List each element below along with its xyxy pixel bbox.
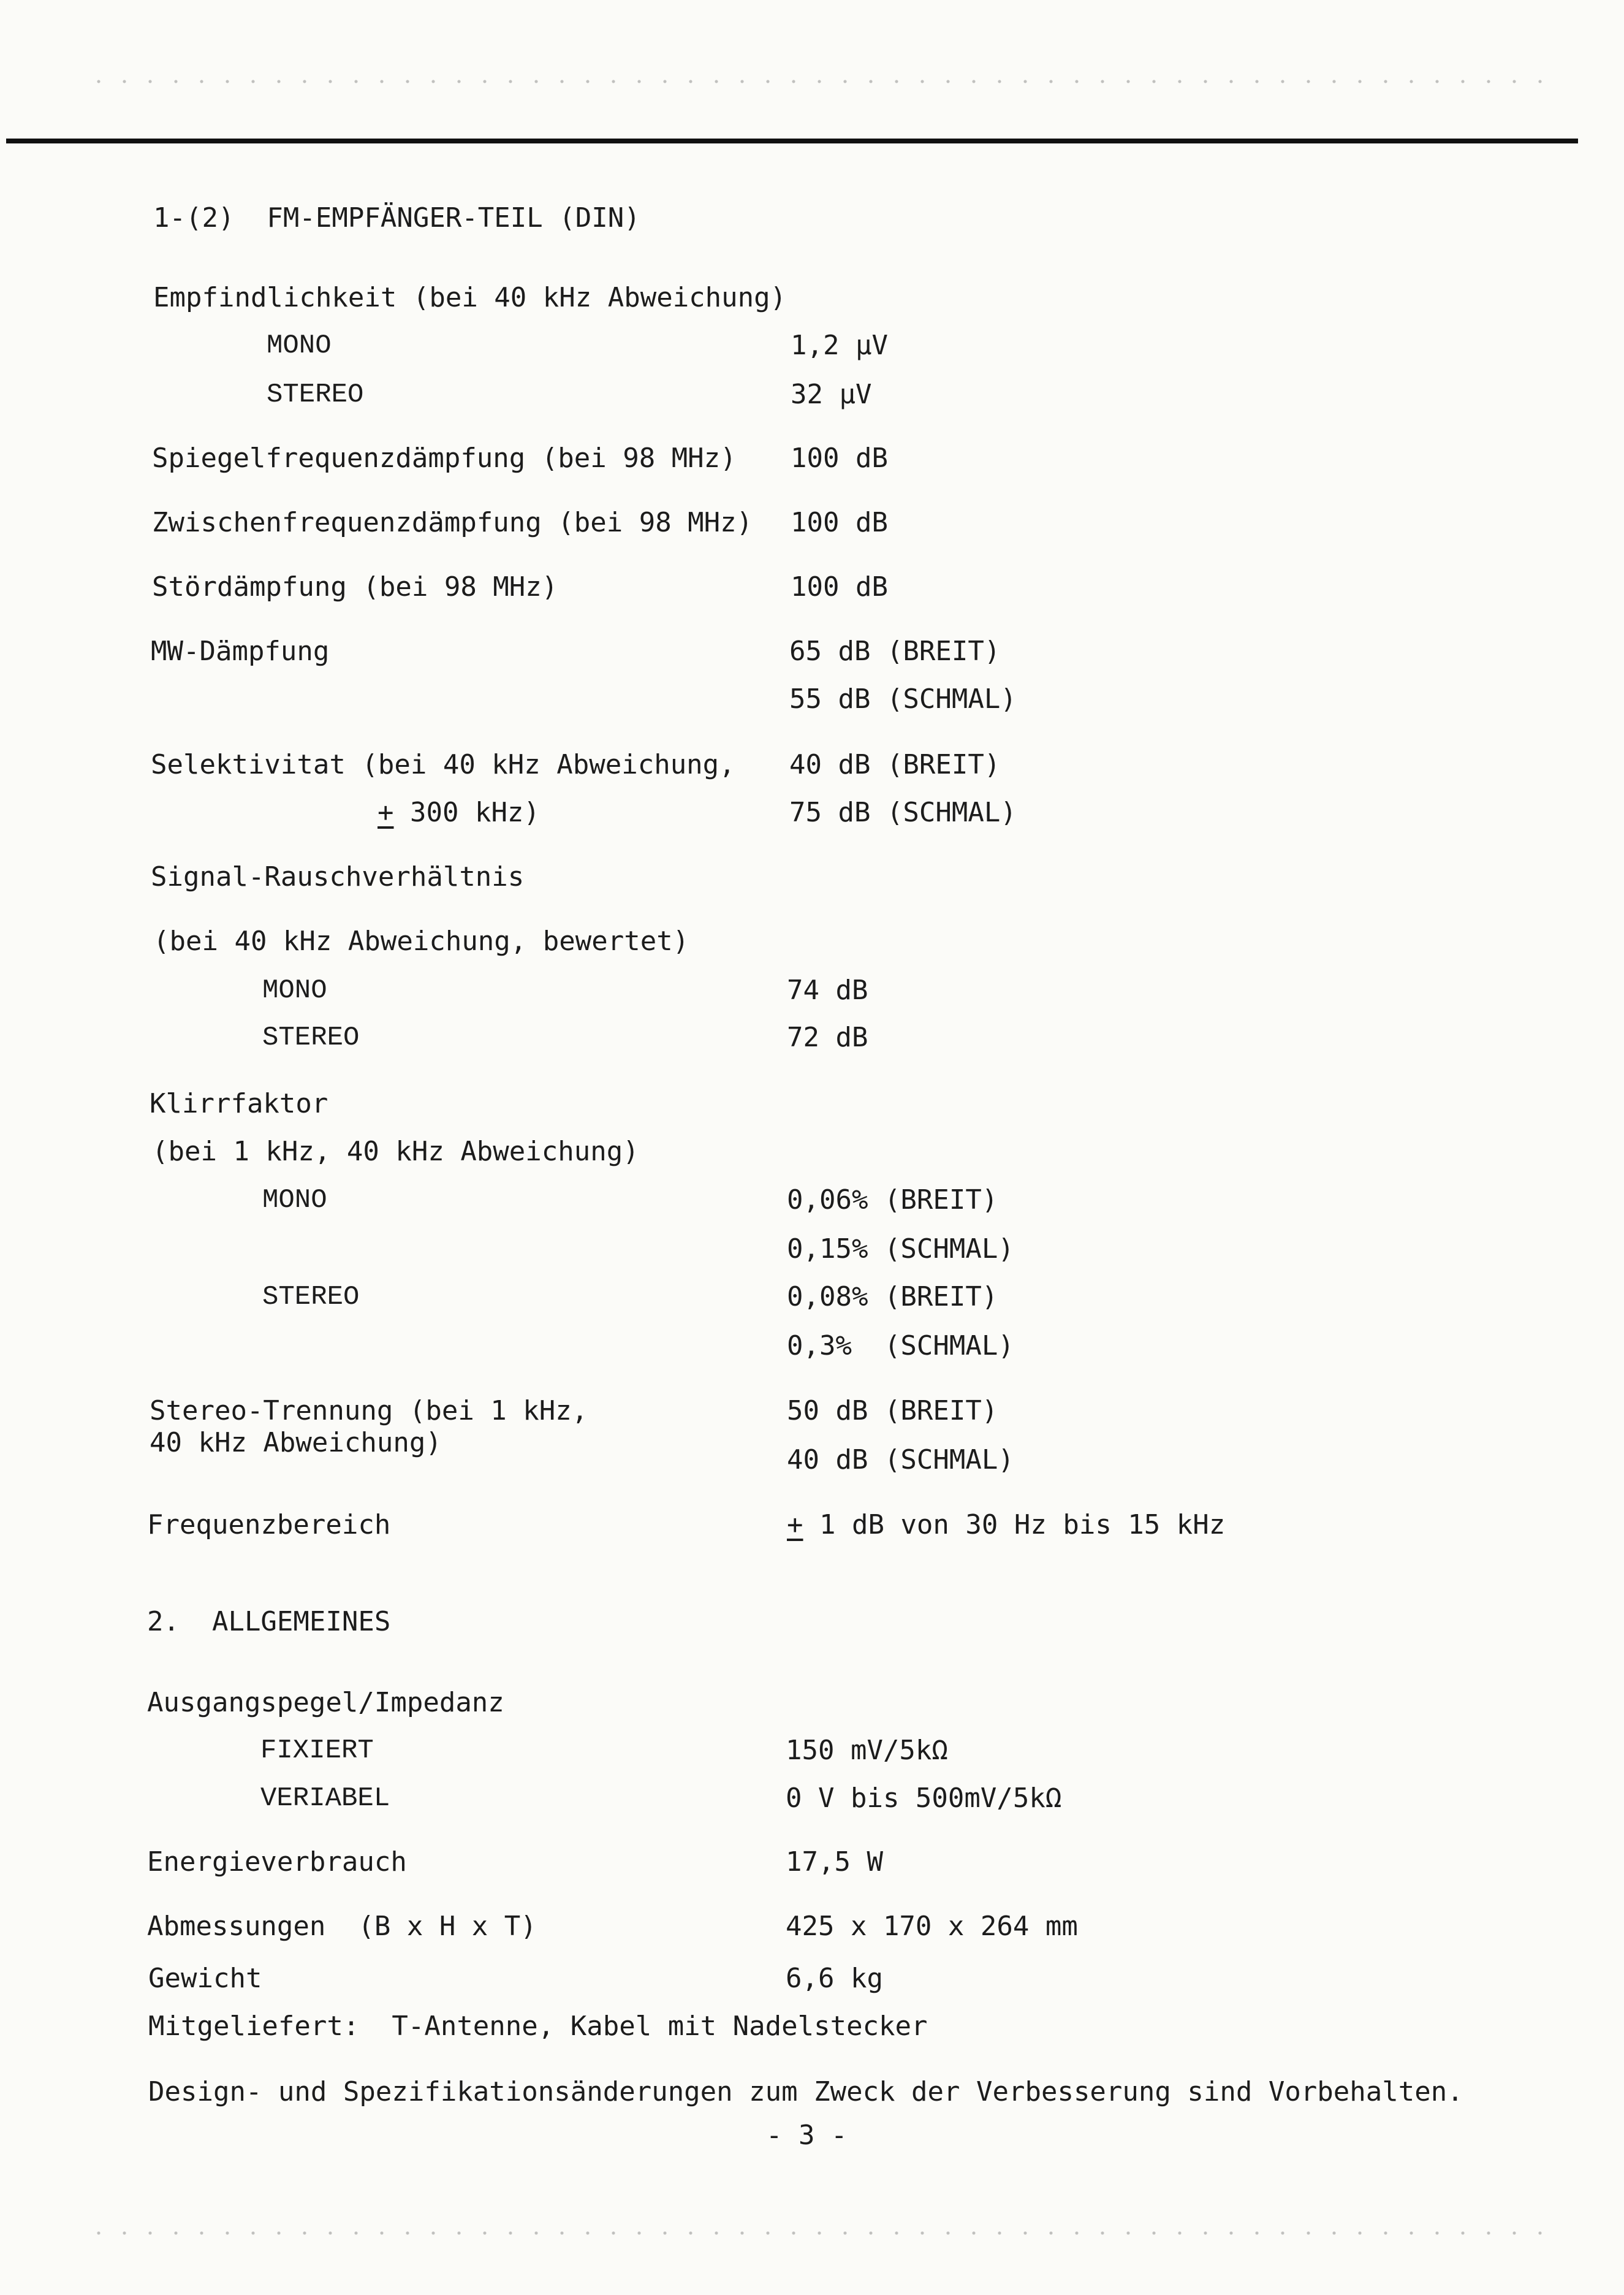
output-fixed-label: FIXIERT <box>260 1735 374 1766</box>
frequency-range-value-rest: 1 dB von 30 Hz bis 15 kHz <box>803 1509 1226 1540</box>
am-suppression-narrow: 55 dB (SCHMAL) <box>789 683 1017 715</box>
disclaimer-line: Design- und Spezifikationsänderungen zum Zweck der Verbesserung sind Vorbehalten. <box>148 2076 1463 2107</box>
spurious-rejection-label: Stördämpfung (bei 98 MHz) <box>152 571 558 603</box>
distortion-stereo-label: STEREO <box>262 1282 360 1312</box>
distortion-mono-wide: 0,06% (BREIT) <box>787 1184 998 1216</box>
plus-minus-sign: + <box>787 1509 803 1540</box>
separation-narrow: 40 dB (SCHMAL) <box>787 1444 1014 1475</box>
section2-heading: 2. ALLGEMEINES <box>147 1606 391 1637</box>
snr-mono-label: MONO <box>262 975 327 1006</box>
output-label: Ausgangspegel/Impedanz <box>147 1687 504 1718</box>
accessories-line: Mitgeliefert: T-Antenne, Kabel mit Nadelstecker <box>148 2011 928 2042</box>
sensitivity-mono-label: MONO <box>267 330 332 361</box>
distortion-mono-narrow: 0,15% (SCHMAL) <box>787 1233 1014 1265</box>
if-rejection-value: 100 dB <box>791 507 888 538</box>
top-scan-specks <box>86 78 1557 85</box>
distortion-mono-label: MONO <box>262 1185 327 1216</box>
selectivity-label-2-rest: 300 kHz) <box>393 797 540 828</box>
power-label: Energieverbrauch <box>147 1846 407 1878</box>
distortion-stereo-narrow: 0,3% (SCHMAL) <box>787 1330 1014 1361</box>
separation-label-2: 40 kHz Abweichung) <box>150 1427 442 1458</box>
frequency-range-value <box>787 1509 1225 1541</box>
distortion-label-2: (bei 1 kHz, 40 kHz Abweichung) <box>152 1136 639 1167</box>
sensitivity-label: Empfindlichkeit (bei 40 kHz Abweichung) <box>153 282 787 313</box>
image-rejection-value: 100 dB <box>791 443 888 474</box>
frequency-range-label: Frequenzbereich <box>147 1509 391 1540</box>
snr-stereo-value: 72 dB <box>787 1022 868 1053</box>
snr-label-2: (bei 40 kHz Abweichung, bewertet) <box>153 926 689 957</box>
sensitivity-stereo-label: STEREO <box>267 379 364 410</box>
dimensions-label: Abmessungen (B x H x T) <box>147 1911 537 1942</box>
sensitivity-stereo-value: 32 μV <box>791 379 872 410</box>
distortion-label-1: Klirrfaktor <box>150 1088 328 1119</box>
if-rejection-label: Zwischenfrequenzdämpfung (bei 98 MHz) <box>152 507 753 538</box>
bottom-scan-specks <box>86 2230 1557 2236</box>
selectivity-label-1: Selektivitat (bei 40 kHz Abweichung, <box>151 749 735 780</box>
power-value: 17,5 W <box>786 1846 883 1878</box>
selectivity-wide: 40 dB (BREIT) <box>789 749 1001 780</box>
snr-mono-value: 74 dB <box>787 975 868 1006</box>
selectivity-narrow: 75 dB (SCHMAL) <box>789 797 1017 828</box>
selectivity-label-2 <box>378 797 540 829</box>
weight-label: Gewicht <box>148 1963 262 1994</box>
plus-minus-sign: + <box>378 797 394 828</box>
am-suppression-label: MW-Dämpfung <box>151 636 330 667</box>
am-suppression-wide: 65 dB (BREIT) <box>789 636 1001 667</box>
snr-label-1: Signal-Rauschverhältnis <box>151 861 525 893</box>
output-variable-label: VERIABEL <box>260 1783 390 1814</box>
separation-wide: 50 dB (BREIT) <box>787 1395 998 1426</box>
output-fixed-value: 150 mV/5kΩ <box>786 1735 948 1766</box>
output-variable-value: 0 V bis 500mV/5kΩ <box>786 1783 1062 1814</box>
sensitivity-mono-value: 1,2 μV <box>791 330 888 361</box>
image-rejection-label: Spiegelfrequenzdämpfung (bei 98 MHz) <box>152 443 737 474</box>
page-number: - 3 - <box>766 2120 848 2151</box>
dimensions-value: 425 x 170 x 264 mm <box>786 1911 1078 1942</box>
separation-label-1: Stereo-Trennung (bei 1 kHz, <box>150 1395 588 1426</box>
section1-heading: 1-(2) FM-EMPFÄNGER-TEIL (DIN) <box>153 202 640 234</box>
header-rule <box>6 139 1578 143</box>
weight-value: 6,6 kg <box>786 1963 883 1994</box>
distortion-stereo-wide: 0,08% (BREIT) <box>787 1281 998 1312</box>
snr-stereo-label: STEREO <box>262 1022 360 1053</box>
spurious-rejection-value: 100 dB <box>791 571 888 603</box>
